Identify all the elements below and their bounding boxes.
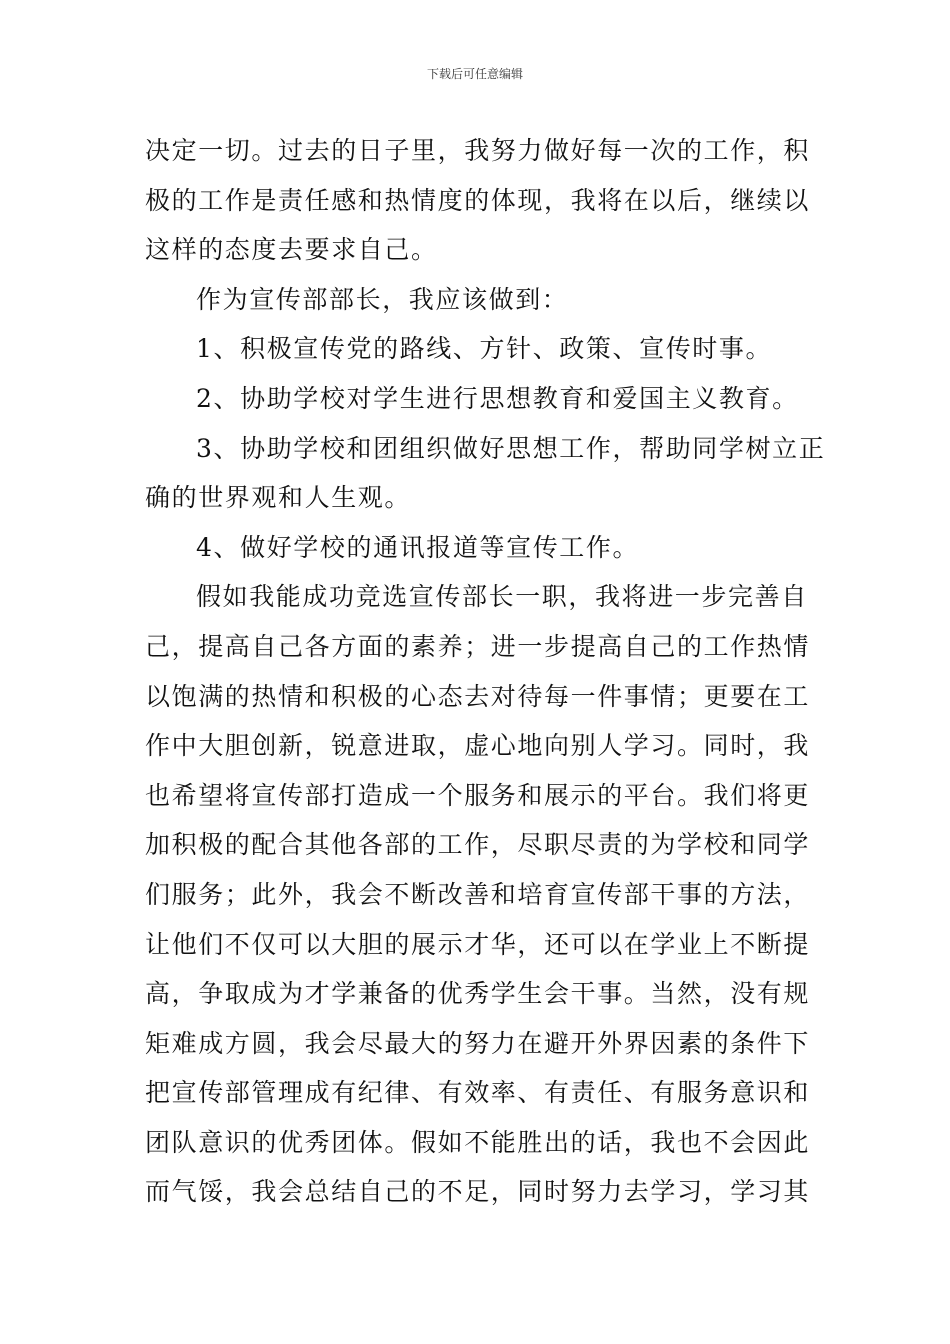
text-line: 极的工作是责任感和热情度的体现，我将在以后，继续以 [145,185,811,215]
paragraph-start-line: 作为宣传部部长，我应该做到： [196,284,569,314]
list-item-4: 4、做好学校的通讯报道等宣传工作。 [196,532,640,562]
text-line: 们服务；此外，我会不断改善和培育宣传部干事的方法， [145,879,811,909]
text-line: 矩难成方圆，我会尽最大的努力在避开外界因素的条件下 [145,1028,811,1058]
text-line: 加积极的配合其他各部的工作，尽职尽责的为学校和同学 [145,830,811,860]
text-line: 以饱满的热情和积极的心态去对待每一件事情；更要在工 [145,681,811,711]
text-line: 确的世界观和人生观。 [145,483,412,513]
text-line: 让他们不仅可以大胆的展示才华，还可以在学业上不断提 [145,929,811,959]
paragraph-start-line: 假如我能成功竞选宣传部长一职，我将进一步完善自 [196,582,808,612]
text-line: 把宣传部管理成有纪律、有效率、有责任、有服务意识和 [145,1078,811,1108]
text-line: 己，提高自己各方面的素养；进一步提高自己的工作热情 [145,631,811,661]
page-header: 下载后可任意编辑 [426,67,523,81]
text-line: 而气馁，我会总结自己的不足，同时努力去学习，学习其 [145,1177,811,1207]
list-item-3: 3、协助学校和团组织做好思想工作，帮助同学树立正 [196,433,826,463]
text-line: 也希望将宣传部打造成一个服务和展示的平台。我们将更 [145,780,811,810]
text-line: 高，争取成为才学兼备的优秀学生会干事。当然，没有规 [145,979,811,1009]
document-body [145,126,826,1217]
list-item-1: 1、积极宣传党的路线、方针、政策、宣传时事。 [196,334,773,364]
text-line: 决定一切。过去的日子里，我努力做好每一次的工作，积 [145,136,811,165]
list-item-2: 2、协助学校对学生进行思想教育和爱国主义教育。 [196,383,799,413]
text-line: 这样的态度去要求自己。 [145,235,438,265]
text-line: 作中大胆创新，锐意进取，虚心地向别人学习。同时，我 [145,731,811,761]
text-line: 团队意识的优秀团体。假如不能胜出的话，我也不会因此 [145,1127,811,1157]
